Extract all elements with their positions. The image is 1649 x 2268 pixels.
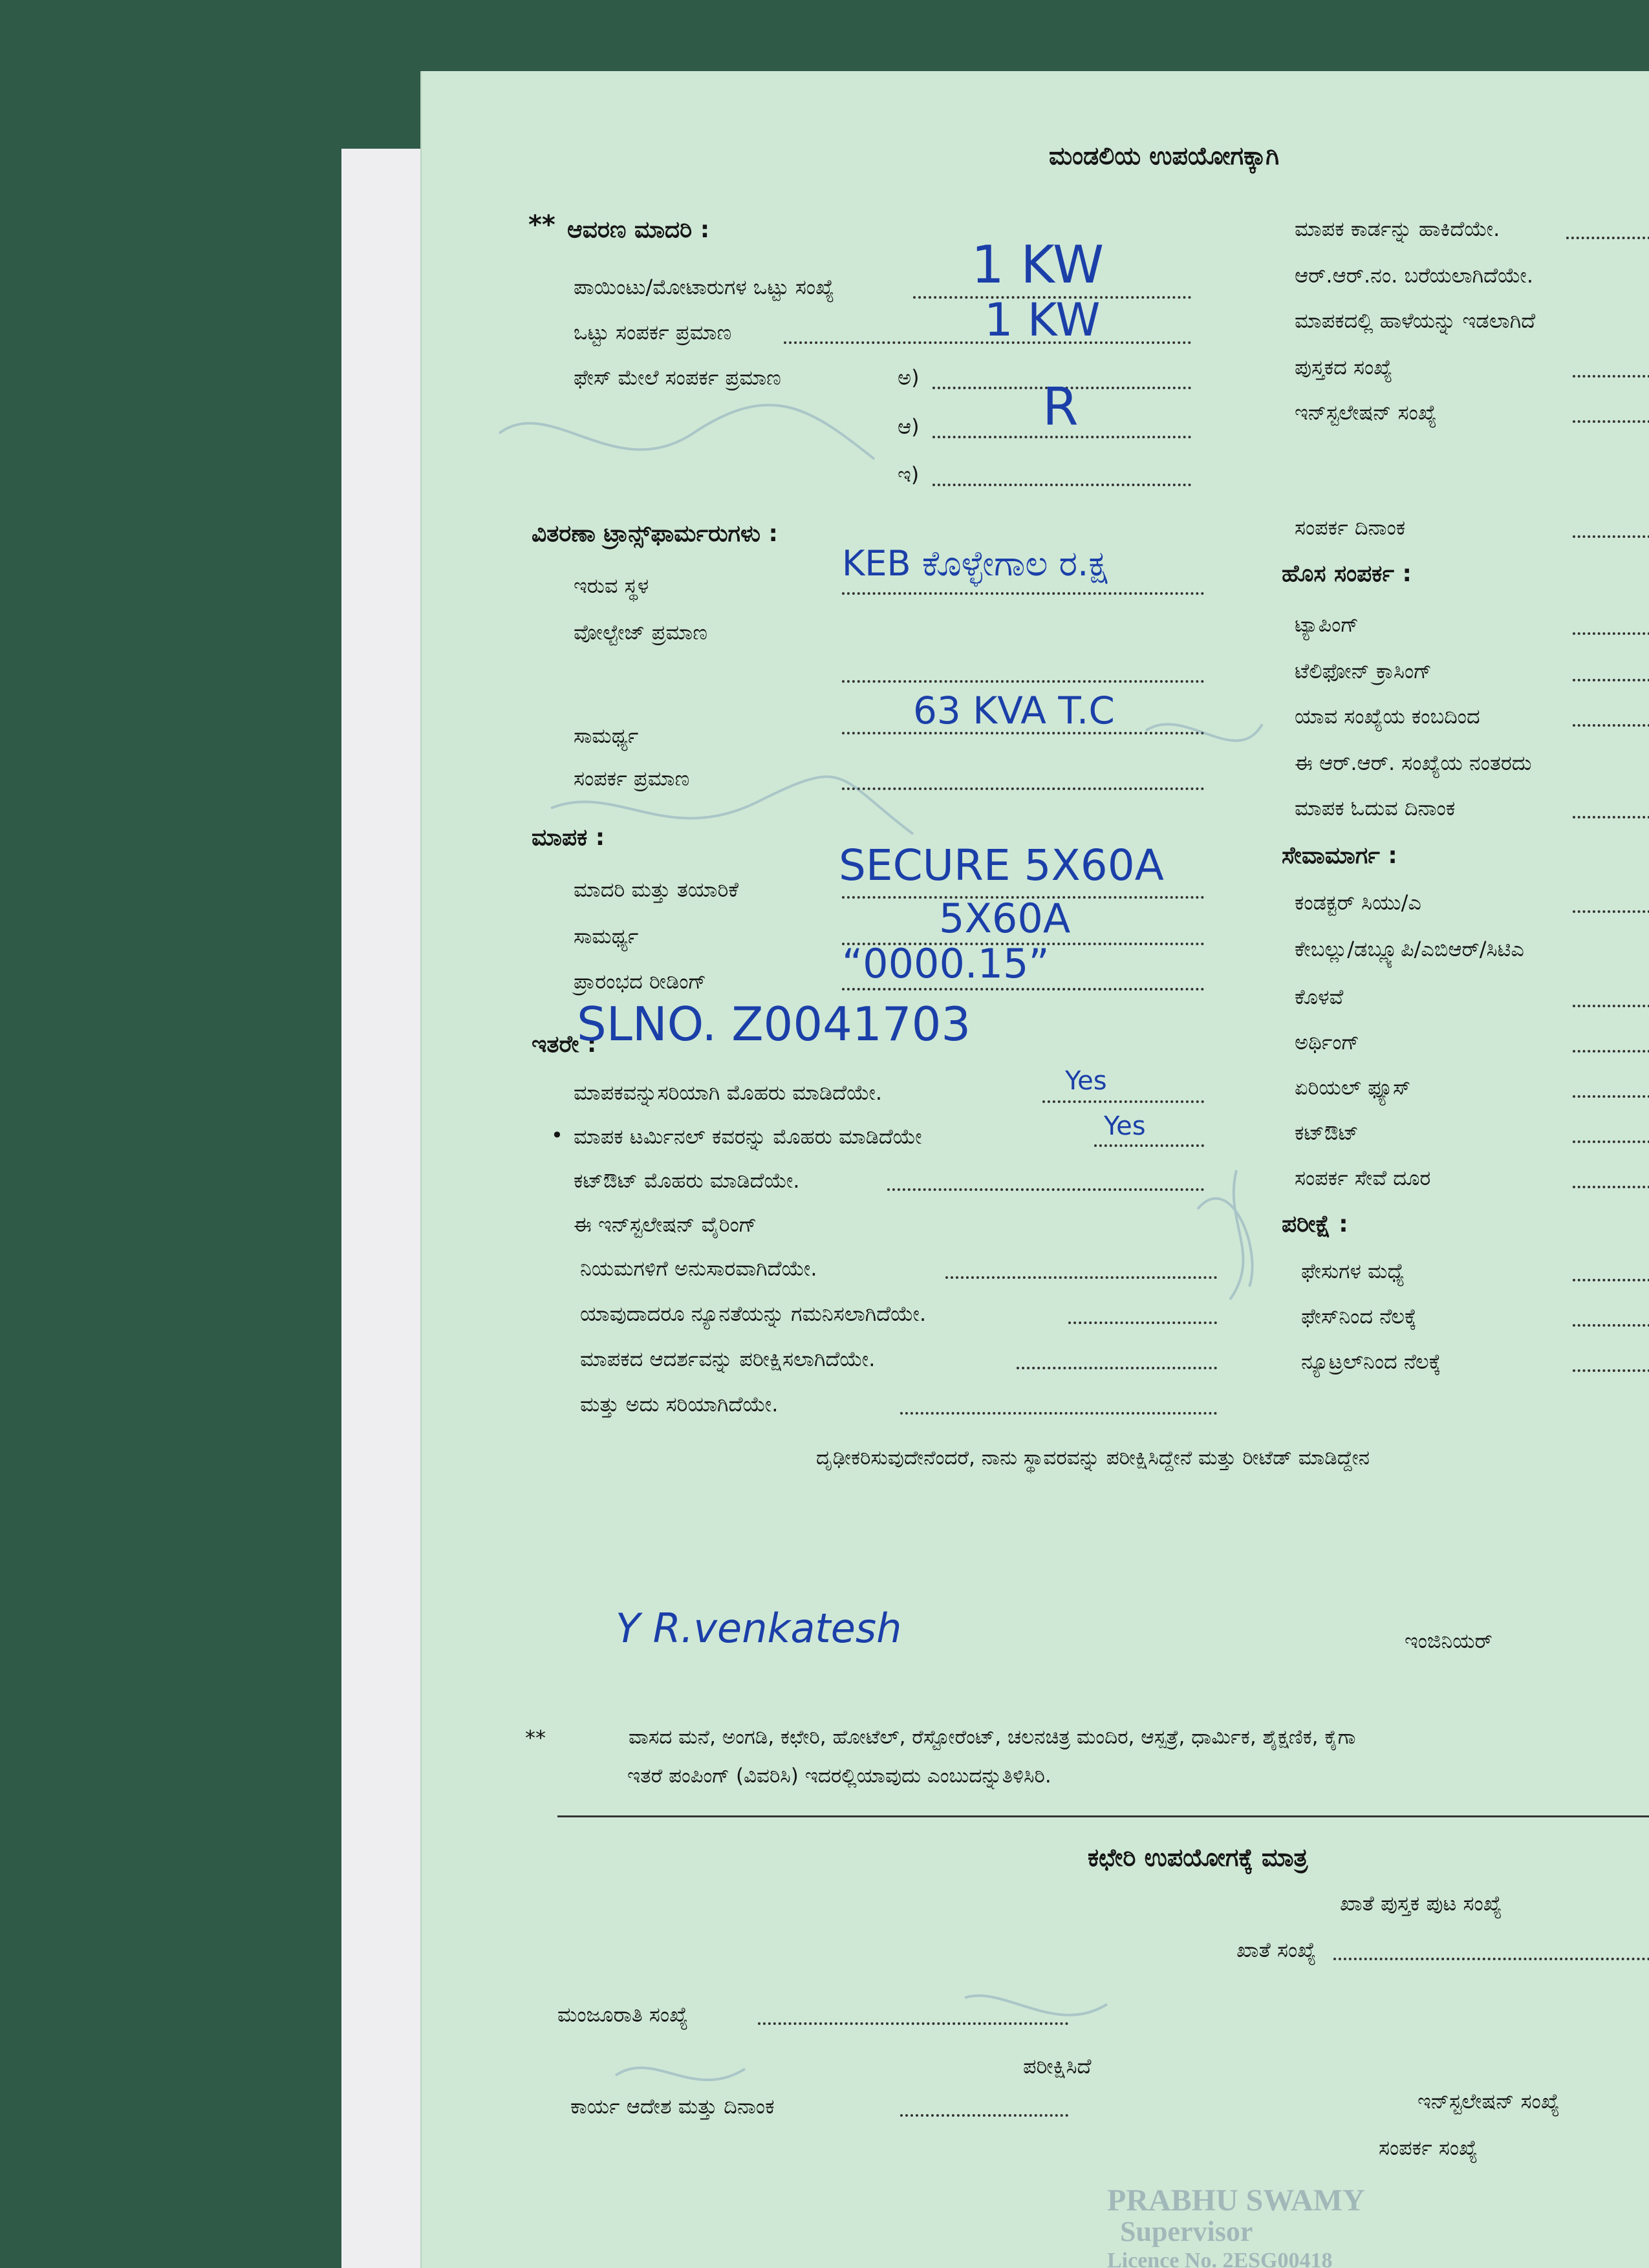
form-title: ಮಂಡಲಿಯ ಉಪಯೋಗಕ್ಕಾಗಿ [1049, 142, 1280, 170]
label-voltage: ವೋಲ್ಟೇಜ್ ಪ್ರಮಾಣ [574, 620, 707, 645]
hw-meter-capacity: 5X60A [939, 895, 1071, 942]
label-office-installation-number: ಇನ್‌ಸ್ಟಲೇಷನ್ ಸಂಖ್ಯೆ [1417, 2089, 1560, 2113]
label-cutout: ಕಟ್‌ಔಟ್ [1295, 1120, 1359, 1145]
label-phase-aa: ಆ) [898, 414, 920, 439]
star-mark: ** [528, 210, 555, 240]
hw-make: SECURE 5X60A [839, 840, 1164, 890]
label-connection: ಸಂಪರ್ಕ ಪ್ರಮಾಣ [574, 766, 690, 791]
label-account-number: ಖಾತೆ ಸಂಖ್ಯೆ [1236, 1938, 1317, 1962]
office-title: ಕಛೇರಿ ಉಪಯೋಗಕ್ಕೆ ಮಾತ್ರ [1088, 1843, 1308, 1872]
label-meter-tested: ಮಾಪಕದ ಆದರ್ಶವನ್ನು ಪರೀಕ್ಷಿಸಲಾಗಿದೆಯೇ. [580, 1347, 876, 1371]
label-meter-capacity: ಸಾಮರ್ಥ್ಯ [574, 924, 639, 948]
label-which-pole: ಯಾವ ಸಂಖ್ಯೆಯ ಕಂಬದಿಂದ [1295, 704, 1480, 729]
hw-total: 1 KW [984, 294, 1101, 347]
label-location: ಇರುವ ಸ್ಥಳ [574, 573, 649, 598]
section-transformer: ವಿತರಣಾ ಟ್ರಾನ್ಸ್‌ಫಾರ್ಮರುಗಳು : [532, 520, 778, 547]
background-scribbles [422, 71, 1649, 2268]
label-card-placed: ಮಾಪಕ ಕಾರ್ಡನ್ನು ಹಾಕಿದೆಯೇ. [1295, 217, 1500, 241]
stamp-name: PRABHU SWAMY [1107, 2183, 1365, 2218]
label-pumps-total: ಪಾಯಿಂಟು/ಮೋಟಾರುಗಳ ಒಟ್ಟು ಸಂಖ್ಯೆ [574, 275, 835, 299]
label-between-phases: ಫೇಸುಗಳ ಮಧ್ಯೆ [1301, 1259, 1405, 1283]
footnote-line1: ವಾಸದ ಮನೆ, ಅಂಗಡಿ, ಕಛೇರಿ, ಹೋಟೆಲ್, ರೆಸ್ಟೋರೆಂಟ್, ಚಲನಚಿತ್ರ ಮಂದಿರ, ಆಸ್ಪತ್ರೆ, ಧಾರ್ಮಿಕ, ಶೈಕ್ಷಣಿಕ, ಕೈಗಾ [629, 1726, 1356, 1749]
label-work-order: ಕಾರ್ಯ ಆದೇಶ ಮತ್ತು ದಿನಾಂಕ [570, 2094, 775, 2119]
label-any-defect: ಯಾವುದಾದರೂ ನ್ಯೂನತೆಯನ್ನು ಗಮನಿಸಲಾಗಿದೆಯೇ. [580, 1301, 927, 1326]
hw-serial: SLNO. Z0041703 [577, 997, 971, 1051]
label-sheet-kept: ಮಾಪಕದಲ್ಲಿ ಹಾಳೆಯನ್ನು ಇಡಲಾಗಿದೆ [1295, 308, 1536, 333]
section-meter: ಮಾಪಕ : [532, 824, 605, 851]
hw-reading: “0000.15” [842, 940, 1050, 987]
hw-capacity: 63 KVA T.C [913, 689, 1115, 733]
engineer-signature: Y R.venkatesh [616, 1605, 902, 1652]
label-aerial-fuse: ಏರಿಯಲ್ ಫ್ಯೂಸ್ [1295, 1075, 1411, 1100]
section-avarana: ಆವರಣ ಮಾದರಿ : [567, 217, 710, 243]
hw-sealed: Yes [1065, 1066, 1107, 1096]
label-tapping: ಟ್ಯಾಪಿಂಗ್ [1295, 612, 1359, 637]
engineer-label: ಇಂಜಿನಿಯರ್ [1405, 1629, 1493, 1653]
certification-text: ದೃಢೀಕರಿಸುವುದೇನೆಂದರೆ, ನಾನು ಸ್ಥಾವರವನ್ನು ಪರೀಕ್ಷಿಸಿದ್ದೇನೆ ಮತ್ತು ರೀಟೆಡ್ ಮಾಡಿದ್ದೇನ [816, 1446, 1370, 1470]
label-initial-reading: ಪ್ರಾರಂಭದ ರೀಡಿಂಗ್ [574, 969, 707, 994]
label-neutral-to-earth: ನ್ಯೂಟ್ರಲ್‌ನಿಂದ ನೆಲಕ್ಕೆ [1301, 1349, 1441, 1374]
label-book-number: ಪುಸ್ತಕದ ಸಂಖ್ಯೆ [1295, 355, 1393, 380]
label-is-correct: ಮತ್ತು ಅದು ಸರಿಯಾಗಿದೆಯೇ. [580, 1392, 779, 1417]
label-sanction-number: ಮಂಜೂರಾತಿ ಸಂಖ್ಯೆ [557, 2002, 689, 2027]
label-checked: ಪರೀಕ್ಷಿಸಿದೆ [1023, 2054, 1092, 2079]
label-capacity: ಸಾಮರ್ಥ್ಯ [574, 723, 639, 748]
stamp-licence: Licence No. 2ESG00418 [1107, 2249, 1333, 2268]
label-length: ಕೊಳವೆ [1295, 985, 1344, 1009]
label-earthing: ಅರ್ಥಿಂಗ್ [1295, 1030, 1360, 1054]
hw-location: KEB ಕೊಳ್ಳೇಗಾಲ ರ.ಕ್ಷ [842, 543, 1108, 584]
label-conductor: ಕಂಡಕ್ಟರ್ ಸಿಯು/ಎ [1295, 890, 1421, 915]
label-model-make: ಮಾದರಿ ಮತ್ತು ತಯಾರಿಕೆ [574, 877, 739, 902]
label-total-connection: ಒಟ್ಟು ಸಂಪರ್ಕ ಪ್ರಮಾಣ [574, 320, 732, 345]
footnote-mark: ** [525, 1726, 546, 1750]
section-others: ಇತರೇ : [532, 1031, 597, 1058]
hw-pumps: 1 KW [971, 235, 1105, 295]
label-reading-date: ಮಾಪಕ ಓದುವ ದಿನಾಂಕ [1295, 796, 1456, 820]
label-after-rr: ಈ ಆರ್.ಆರ್. ಸಂಖ್ಯೆಯ ನಂತರದು [1295, 751, 1532, 775]
label-terminal-sealed: ಮಾಪಕ ಟರ್ಮಿನಲ್ ಕವರನ್ನು ಮೊಹರು ಮಾಡಿದೆಯೇ [574, 1124, 922, 1149]
label-service-distance: ಸಂಪರ್ಕ ಸೇವೆ ದೂರ [1295, 1166, 1431, 1190]
label-telephone-crossing: ಟೆಲಿಫೋನ್ ಕ್ರಾಸಿಂಗ್ [1295, 659, 1432, 683]
label-phase-to-earth: ಫೇಸ್‌ನಿಂದ ನೆಲಕ್ಕೆ [1301, 1304, 1417, 1329]
label-ledger-page: ಖಾತೆ ಪುಸ್ತಕ ಪುಟ ಸಂಖ್ಯೆ [1340, 1891, 1502, 1916]
hw-terminal: Yes [1104, 1111, 1146, 1141]
section-new-connection: ಹೊಸ ಸಂಪರ್ಕ : [1282, 561, 1412, 587]
label-cutout-sealed: ಕಟ್‌ಔಟ್ ಮೊಹರು ಮಾಡಿದೆಯೇ. [574, 1168, 800, 1193]
label-as-per-rules: ನಿಯಮಗಳಿಗೆ ಅನುಸಾರವಾಗಿದೆಯೇ. [580, 1256, 817, 1281]
form-sheet [420, 71, 1649, 2268]
hw-phase: R [1042, 377, 1079, 437]
label-connection-number: ಸಂಪರ್ಕ ಸಂಖ್ಯೆ [1379, 2135, 1478, 2160]
stamp-role: Supervisor [1120, 2216, 1253, 2247]
label-cable: ಕೇಬಲ್ಲು/ಡಬ್ಲ್ಯೂಪಿ/ಎಬಿಆರ್/ಸಿಟಿಎ [1295, 937, 1524, 961]
label-installation-number: ಇನ್‌ಸ್ಟಲೇಷನ್ ಸಂಖ್ಯೆ [1295, 400, 1437, 425]
label-installation-wiring: ಈ ಇನ್‌ಸ್ಟಲೇಷನ್ ವೈರಿಂಗ್ [574, 1212, 757, 1237]
label-phase-i: ಇ) [898, 462, 920, 487]
label-phase-a: ಅ) [898, 365, 920, 390]
section-service: ಸೇವಾಮಾರ್ಗ : [1282, 842, 1397, 869]
section-test: ಪರೀಕ್ಷೆ : [1282, 1211, 1348, 1237]
label-meter-sealed: ಮಾಪಕವನ್ನುಸರಿಯಾಗಿ ಮೊಹರು ಮಾಡಿದೆಯೇ. [574, 1080, 883, 1105]
bullet-terminal: • [551, 1123, 563, 1148]
label-connection-date: ಸಂಪರ್ಕ ದಿನಾಂಕ [1295, 515, 1406, 540]
footnote-line2: ಇತರೆ ಪಂಪಿಂಗ್ (ವಿವರಿಸಿ) ಇದರಲ್ಲಿಯಾವುದು ಎಂಬುದನ್ನುತಿಳಿಸಿರಿ. [627, 1764, 1051, 1788]
label-phase-connection: ಫೇಸ್ ಮೇಲೆ ಸಂಪರ್ಕ ಪ್ರಮಾಣ [574, 365, 781, 390]
label-rr-written: ಆರ್.ಆರ್.ನಂ. ಬರೆಯಲಾಗಿದೆಯೇ. [1295, 263, 1534, 288]
